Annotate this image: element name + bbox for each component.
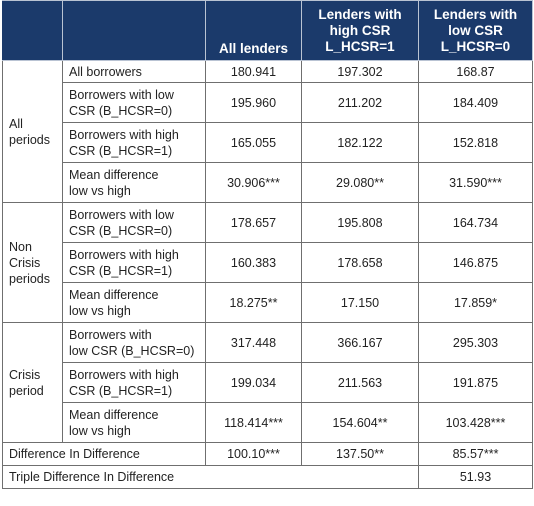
row-label-line: low vs high [69,423,131,438]
cell-high: 197.302 [302,61,419,83]
cell-high: 366.167 [302,323,419,363]
table-row [3,283,533,323]
table-row [3,363,533,403]
table-row [3,123,533,163]
cell-all: 195.960 [206,83,302,123]
row-label-line: Borrowers with high [69,127,179,142]
table-row-did [3,443,533,466]
cell-high: 211.202 [302,83,419,123]
table-row [3,61,533,83]
row-label-line: CSR (B_HCSR=1) [69,143,173,158]
cell-low: 51.93 [419,466,533,489]
row-label-line: low CSR (B_HCSR=0) [69,343,195,358]
cell-high: 211.563 [302,363,419,403]
row-label [63,203,206,243]
cell-low: 152.818 [419,123,533,163]
period-label-non-crisis [3,203,63,323]
cell-high: 178.658 [302,243,419,283]
header-line: Lenders with [433,6,518,22]
table-row [3,403,533,443]
cell-all: 18.275** [206,283,302,323]
table-row-tdid [3,466,533,489]
header-line: L_HCSR=1 [325,38,395,54]
header-line: low CSR [448,22,503,38]
cell-low: 17.859* [419,283,533,323]
table-row [3,83,533,123]
cell-all: 30.906*** [206,163,302,203]
row-label-line: CSR (B_HCSR=0) [69,103,173,118]
cell-all: 118.414*** [206,403,302,443]
header-line: high CSR [329,22,391,38]
table-row [3,323,533,363]
results-table [2,0,533,489]
period-label-crisis [3,323,63,443]
header-empty-cell [3,1,63,61]
header-empty-cell [63,1,206,61]
row-label-line: Borrowers with low [69,207,174,222]
row-label-line: low vs high [69,183,131,198]
cell-low: 85.57*** [419,443,533,466]
cell-high: 195.808 [302,203,419,243]
cell-all: 199.034 [206,363,302,403]
row-label [63,283,206,323]
row-label [63,403,206,443]
cell-all: 165.055 [206,123,302,163]
header-low-csr-lenders [419,1,533,61]
header-line: L_HCSR=0 [440,38,511,54]
row-label [63,243,206,283]
header-line: Lenders with [318,6,402,22]
row-label-line: Mean difference [69,287,159,302]
cell-low: 103.428*** [419,403,533,443]
cell-low: 164.734 [419,203,533,243]
cell-all: 160.383 [206,243,302,283]
row-label [63,363,206,403]
cell-low: 295.303 [419,323,533,363]
period-line: periods [9,271,50,286]
cell-high: 29.080** [302,163,419,203]
table-row [3,243,533,283]
row-label [63,123,206,163]
header-row [3,1,533,61]
row-label-line: Borrowers with low [69,87,174,102]
tdid-label: Triple Difference In Difference [3,466,419,489]
cell-high: 182.122 [302,123,419,163]
row-label-line: low vs high [69,303,131,318]
row-label-line: Mean difference [69,167,159,182]
did-label: Difference In Difference [3,443,206,466]
row-label-line: Borrowers with high [69,367,179,382]
row-label-line: CSR (B_HCSR=0) [69,223,173,238]
table-row [3,203,533,243]
row-label-line: CSR (B_HCSR=1) [69,383,173,398]
row-label [63,163,206,203]
header-all-lenders-label: All lenders [218,41,289,56]
cell-low: 168.87 [419,61,533,83]
row-label-line: All borrowers [69,64,142,79]
period-line: Crisis [9,255,41,270]
row-label-line: Mean difference [69,407,159,422]
period-label-all [3,61,63,203]
period-line: periods [9,132,50,147]
cell-high: 137.50** [302,443,419,466]
cell-all: 180.941 [206,61,302,83]
table-row [3,163,533,203]
row-label-line: Borrowers with high [69,247,179,262]
cell-all: 317.448 [206,323,302,363]
period-line: Crisis [9,367,41,382]
cell-low: 31.590*** [419,163,533,203]
row-label-line: CSR (B_HCSR=1) [69,263,173,278]
row-label [63,83,206,123]
period-line: Non [9,239,32,254]
cell-low: 191.875 [419,363,533,403]
cell-all: 100.10*** [206,443,302,466]
row-label-line: Borrowers with [69,327,152,342]
row-label [63,323,206,363]
cell-low: 184.409 [419,83,533,123]
cell-low: 146.875 [419,243,533,283]
period-line: period [9,383,44,398]
header-all-lenders [206,1,302,61]
cell-high: 17.150 [302,283,419,323]
header-high-csr-lenders [302,1,419,61]
row-label [63,61,206,83]
cell-all: 178.657 [206,203,302,243]
cell-high: 154.604** [302,403,419,443]
period-line: All [9,116,23,131]
